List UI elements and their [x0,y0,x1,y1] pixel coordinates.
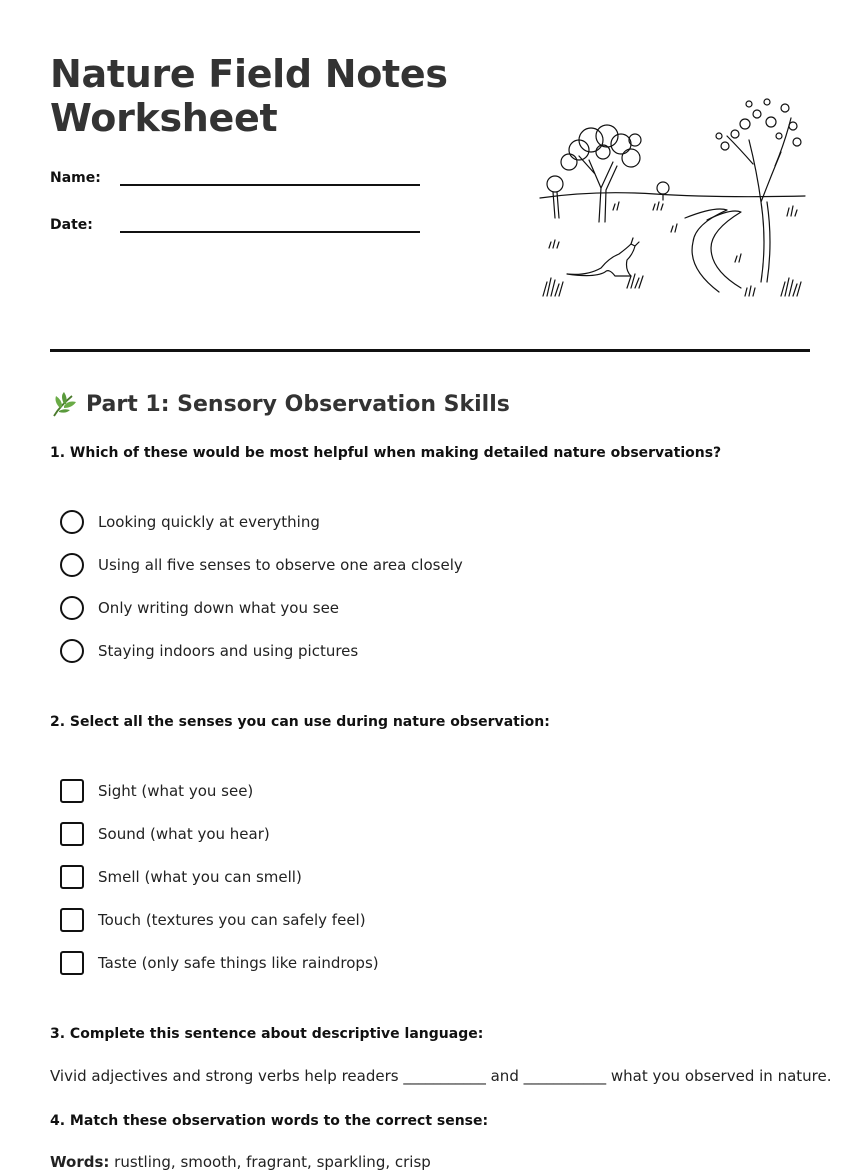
radio-option[interactable] [60,543,463,586]
word-bank-label: Words: [50,1153,110,1171]
option-label: Only writing down what you see [98,598,340,617]
question-3: 3. Complete this sentence about descriptive language: [50,1026,484,1042]
header-divider [50,349,810,352]
section-heading [50,390,510,418]
checkbox-option[interactable] [60,941,379,984]
checkbox[interactable] [60,908,84,932]
checkbox-option[interactable] [60,898,379,941]
name-label: Name: [50,170,101,186]
checkbox-option[interactable] [60,855,379,898]
date-field-row [50,213,420,233]
checkbox[interactable] [60,951,84,975]
checkbox[interactable] [60,822,84,846]
radio-button[interactable] [60,596,84,620]
option-label: Using all five senses to observe one area closely [98,555,463,574]
name-blank-line[interactable] [120,166,420,186]
option-label: Sight (what you see) [98,781,254,800]
option-label: Staying indoors and using pictures [98,641,359,660]
checkbox-option[interactable] [60,812,379,855]
name-field-row [50,166,420,186]
leaf-icon [50,390,78,418]
radio-option[interactable] [60,629,463,672]
question-1: 1. Which of these would be most helpful when making detailed nature observations? [50,445,722,461]
date-label: Date: [50,217,93,233]
option-label: Sound (what you hear) [98,824,270,843]
checkbox[interactable] [60,865,84,889]
word-bank-line [50,1153,431,1171]
radio-option[interactable] [60,500,463,543]
question-2-options [60,769,379,984]
radio-button[interactable] [60,553,84,577]
checkbox-option[interactable] [60,769,379,812]
question-1-options [60,500,463,672]
worksheet-title: Nature Field Notes Worksheet [50,52,448,140]
section-title: Part 1: Sensory Observation Skills [86,391,510,417]
radio-button[interactable] [60,639,84,663]
option-label: Touch (textures you can safely feel) [98,910,366,929]
option-label: Taste (only safe things like raindrops) [98,953,379,972]
option-label: Looking quickly at everything [98,512,320,531]
fill-in-sentence: Vivid adjectives and strong verbs help readers ___________ and ___________ what you observed in nature. [50,1067,832,1085]
option-label: Smell (what you can smell) [98,867,302,886]
question-4: 4. Match these observation words to the correct sense: [50,1113,489,1129]
checkbox[interactable] [60,779,84,803]
date-blank-line[interactable] [120,213,420,233]
radio-option[interactable] [60,586,463,629]
question-2: 2. Select all the senses you can use during nature observation: [50,714,550,730]
word-bank-words: rustling, smooth, fragrant, sparkling, crisp [114,1153,431,1171]
radio-button[interactable] [60,510,84,534]
landscape-illustration [535,92,810,304]
